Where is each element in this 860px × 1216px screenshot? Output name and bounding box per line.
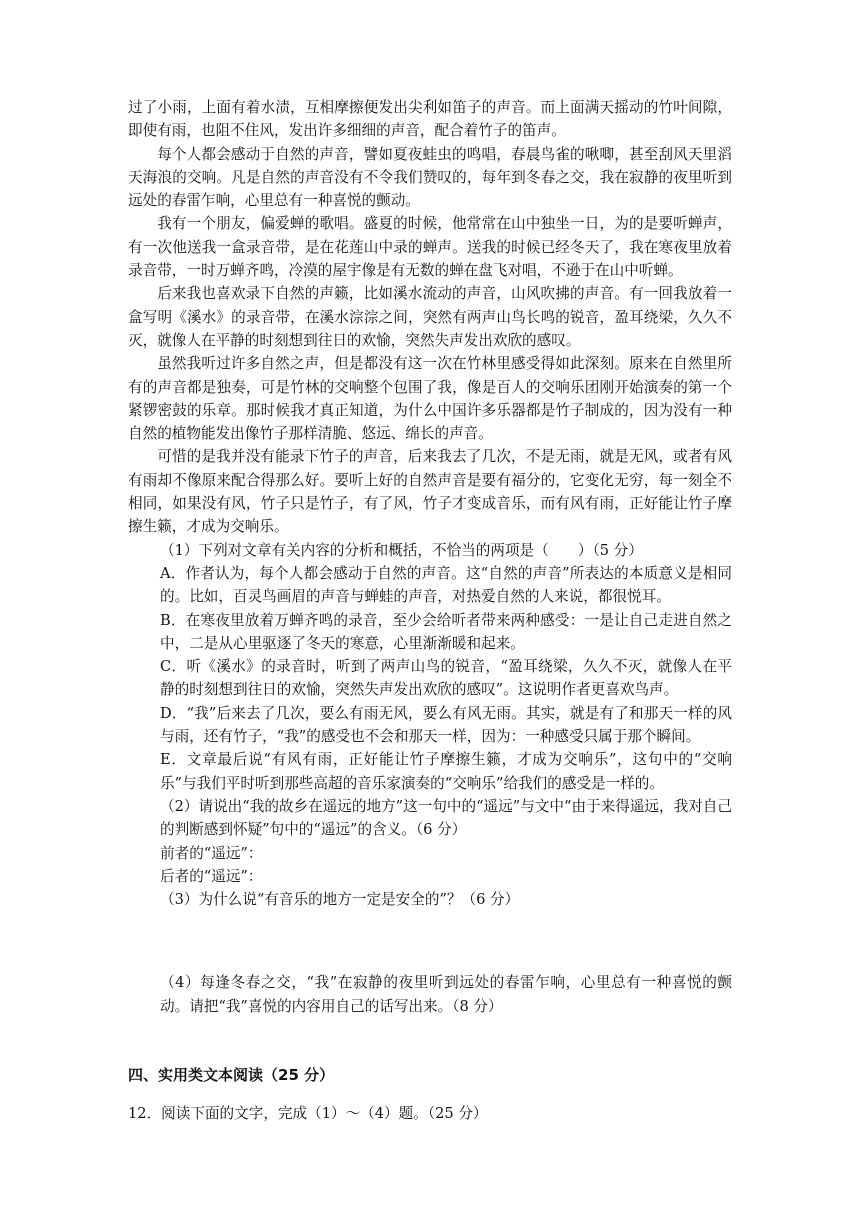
question-stem: （1）下列对文章有关内容的分析和概括，不恰当的两项是（ ）（5 分） [160, 541, 643, 559]
question-2 [128, 795, 732, 888]
passage-paragraph: 过了小雨，上面有着水渍，互相摩擦便发出尖利如笛子的声音。而上面满天摇动的竹叶间隙，即使有雨，也阻不住风，发出许多细细的声音，配合着竹子的笛声。 [128, 99, 732, 140]
section-heading: 四、实用类文本阅读（25 分） [128, 1065, 335, 1084]
question-stem: （2）请说出“我的故乡在遥远的地方”这一句中的“遥远”与文中“由于来得遥远，我对自己的判断感到怀疑”句中的“遥远”的含义。（6 分） [160, 797, 732, 839]
answer-option: E．文章最后说“有风有雨，正好能让竹子摩擦生籁，才成为交响乐”，这句中的“交响乐”与我们平时听到那些高超的音乐家演奏的“交响乐”给我们的感受是一样的。 [160, 751, 732, 792]
passage-paragraph: 后来我也喜欢录下自然的声籁，比如溪水流动的声音，山风吹拂的声音。有一回我放着一盒写明《溪水》的录音带，在溪水淙淙之间，突然有两声山鸟长鸣的锐音，盈耳绕梁，久久不灭，就像人在平静的时刻想到往日的欢愉，突然失声发出欢欣的感叹。 [128, 285, 732, 349]
exam-page [128, 96, 732, 1140]
answer-option: B．在寒夜里放着万蝉齐鸣的录音，至少会给听者带来两种感受：一是让自己走进自然之中，二是从心里驱逐了冬天的寒意，心里渐渐暖和起来。 [160, 611, 732, 652]
question-4 [128, 971, 732, 1018]
passage-paragraph: 每个人都会感动于自然的声音，譬如夏夜蛙虫的鸣唱，春晨鸟雀的啾唧，甚至刮风天里滔天海浪的交响。凡是自然的声音没有不令我们赞叹的，每年到冬春之交，我在寂静的夜里听到远处的春雷乍响，心里总有一种喜悦的颤动。 [128, 145, 732, 210]
question-12-stem: 12．阅读下面的文字，完成（1）～（4）题。（25 分） [128, 1104, 488, 1122]
answer-prompt: 前者的“遥远”： [160, 844, 263, 862]
passage-paragraph: 虽然我听过许多自然之声，但是都没有这一次在竹林里感受得如此深刻。原来在自然里所有的声音都是独奏，可是竹林的交响整个包围了我，像是百人的交响乐团刚开始演奏的第一个紧锣密鼓的乐章。那时候我才真正知道，为什么中国许多乐器都是竹子制成的，因为没有一种自然的植物能发出像竹子那样清脆、悠远、绵长的声音。 [128, 355, 732, 443]
answer-prompt: 后者的“遥远”： [160, 867, 263, 885]
passage-paragraph: 我有一个朋友，偏爱蝉的歌唱。盛夏的时候，他常常在山中独坐一日，为的是要听蝉声，有一次他送我一盒录音带，是在花莲山中录的蝉声。送我的时候已经冬天了，我在寒夜里放着录音带，一时万蝉齐鸣，冷漠的屋宇像是有无数的蝉在盘飞对唱，不逊于在山中听蝉。 [128, 215, 732, 280]
passage-paragraph: 可惜的是我并没有能录下竹子的声音，后来我去了几次，不是无雨，就是无风，或者有风有雨却不像原来配合得那么好。要听上好的自然声音是要有福分的，它变化无穷，每一刻全不相同，如果没有风，竹子只是竹子，有了风，竹子才变成音乐，而有风有雨，正好能让竹子摩擦生籁，才成为交响乐。 [128, 448, 732, 536]
answer-option: D．“我”后来去了几次，要么有雨无风，要么有风无雨。其实，就是有了和那天一样的风与雨，还有竹子，“我”的感受也不会和那天一样，因为：一种感受只属于那个瞬间。 [160, 704, 732, 746]
question-1 [128, 539, 732, 795]
answer-space [128, 911, 732, 971]
question-stem: （3）为什么说“有音乐的地方一定是安全的”？（6 分） [160, 891, 520, 909]
question-stem: （4）每逢冬春之交，“我”在寂静的夜里听到远处的春雷乍响，心里总有一种喜悦的颤动。请把“我”喜悦的内容用自己的话写出来。（8 分） [160, 974, 732, 1015]
question-3 [128, 888, 732, 971]
answer-option: A．作者认为，每个人都会感动于自然的声音。这“自然的声音”所表达的本质意义是相同的。比如，百灵鸟画眉的声音与蝉蛙的声音，对热爱自然的人来说，都很悦耳。 [160, 564, 732, 606]
answer-option: C．听《溪水》的录音时，听到了两声山鸟的锐音，“盈耳绕梁，久久不灭，就像人在平静的时刻想到往日的欢愉，突然失声发出欢欣的感叹”。这说明作者更喜欢鸟声。 [160, 658, 732, 699]
